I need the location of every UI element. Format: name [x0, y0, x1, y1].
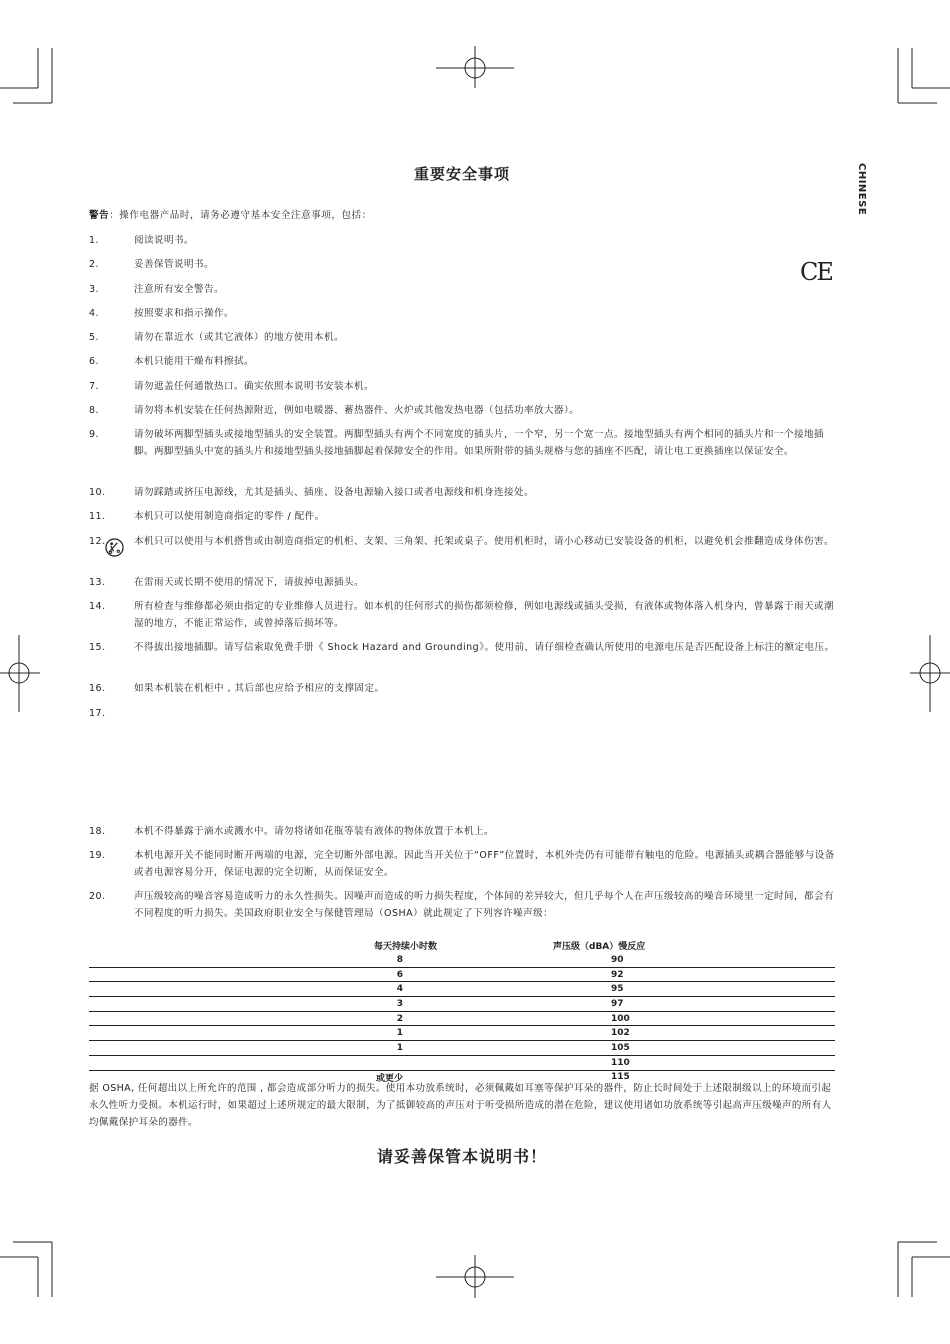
table-row — [89, 982, 835, 997]
cell-hours: 2 — [89, 1011, 603, 1026]
item-number: 16. — [89, 683, 106, 694]
warning-label: 警告 — [89, 210, 110, 221]
item-text: 本机只能用干燥布料擦拭。 — [134, 356, 255, 367]
cell-hours: 6 — [89, 967, 603, 982]
item-number: 8. — [89, 405, 100, 416]
page-title: 重要安全事项 — [413, 165, 510, 183]
table-header-row — [89, 938, 835, 953]
list-item — [89, 426, 835, 460]
item-number: 5. — [89, 332, 100, 343]
list-item — [89, 353, 835, 370]
item-text: 妥善保管说明书。 — [134, 259, 215, 270]
footer-reminder: 请妥善保管本说明书！ — [376, 1147, 547, 1166]
list-item — [89, 823, 835, 840]
cell-level: 105 — [603, 1041, 835, 1056]
cell-hours: 8 — [89, 953, 603, 967]
item-number: 3. — [89, 284, 100, 295]
list-item — [89, 378, 835, 395]
cell-hours: 4 — [89, 982, 603, 997]
item-text: 本机只可以使用与本机搭售或由制造商指定的机柜、支架、三角架、托架或桌子。使用机柜时，请小心移动已安装设备的机柜，以避免机会推翻造成身体伤害。 — [134, 536, 835, 547]
item-text: 请勿破坏两脚型插头或接地型插头的安全装置。两脚型插头有两个不同宽度的插头片，一个窄，另一个宽一点。接地型插头有两个相同的插头片和一个接地插脚。两脚型插头中宽的插头片和接地型插头接地插脚起着保障安全的作用。如果所附带的插头规格与您的插座不匹配，请让电工更换插座以保证安全。 — [134, 429, 825, 457]
column-header-hours: 每天持续小时数 — [373, 942, 437, 952]
list-item — [89, 402, 835, 419]
table-row — [89, 1055, 835, 1070]
list-item — [89, 639, 835, 656]
cell-level: 92 — [603, 967, 835, 982]
list-item — [89, 329, 835, 346]
cell-hours: 1 — [89, 1041, 603, 1056]
ce-mark-icon: CE — [800, 258, 832, 286]
cell-level: 110 — [603, 1055, 835, 1070]
cell-hours — [89, 1055, 603, 1070]
item-text: 本机不得暴露于滴水或溅水中。请勿将诸如花瓶等装有液体的物体放置于本机上。 — [134, 826, 495, 837]
item-number: 6. — [89, 356, 100, 367]
list-item — [89, 508, 835, 525]
cell-hours: 3 — [89, 997, 603, 1012]
item-text: 所有检查与维修都必须由指定的专业维修人员进行。如本机的任何形式的损伤都须检修，例如电源线或插头受损，有液体或物体落入机身内，曾暴露于雨天或潮湿的地方，不能正常运作，或曾掉落后损坏等。 — [134, 601, 835, 629]
table-row — [89, 997, 835, 1012]
table-row — [89, 953, 835, 967]
cell-level: 102 — [603, 1026, 835, 1041]
table-row — [89, 1011, 835, 1026]
item-number: 19. — [89, 850, 106, 861]
language-tab: CHINESE — [856, 163, 867, 216]
item-number: 18. — [89, 826, 106, 837]
list-item — [89, 680, 835, 697]
item-text: 本机电源开关不能同时断开两端的电源，完全切断外部电源。因此当开关位于“OFF”位置时，本机外壳仍有可能带有触电的危险。电源插头或耦合器能够与设备或者电源容易分开，保证电源的完全切断，从而保证安全。 — [134, 850, 835, 878]
item-text: 请勿将本机安装在任何热源附近，例如电暖器、蓄热器件、火炉或其他发热电器（包括功率放大器）。 — [134, 405, 580, 416]
noise-exposure-table — [89, 938, 835, 1084]
cell-hours: 或更少 — [375, 1073, 403, 1084]
item-text: 请勿遮盖任何通散热口。确实依照本说明书安装本机。 — [134, 381, 375, 392]
cell-level: 100 — [603, 1011, 835, 1026]
list-item — [89, 281, 835, 298]
item-number: 17. — [89, 708, 106, 719]
item-number: 4. — [89, 308, 100, 319]
list-item — [89, 232, 835, 249]
item-number: 1. — [89, 235, 100, 246]
cell-level: 95 — [603, 982, 835, 997]
item-text: 请勿在靠近水（或其它液体）的地方使用本机。 — [134, 332, 345, 343]
item-text: 声压级较高的噪音容易造成听力的永久性损失。因噪声而造成的听力损失程度，个体间的差异较大，但几乎每个人在声压级较高的噪音环境里一定时间，都会有不同程度的听力损失。美国政府职业安全与保健管理局（OSHA）就此规定了下列容许噪声级： — [134, 891, 835, 919]
list-item — [89, 888, 835, 922]
item-number: 14. — [89, 601, 106, 612]
item-number: 10. — [89, 487, 106, 498]
item-text: 本机只可以使用制造商指定的零件 / 配件。 — [134, 511, 325, 522]
column-header-level: 声压级（dBA）慢反应 — [553, 942, 646, 952]
cell-hours: 1 — [89, 1026, 603, 1041]
item-text: 请勿踩踏或挤压电源线，尤其是插头、插座、设备电源输入接口或者电源线和机身连接处。 — [134, 487, 535, 498]
item-text: 阅读说明书。 — [134, 235, 195, 246]
list-item — [89, 305, 835, 322]
item-text: 不得拔出接地插脚。请写信索取免费手册《 Shock Hazard and Grounding》。使用前，请仔细检查确认所使用的电源电压是否匹配设备上标注的额定电压。 — [134, 642, 835, 653]
table-row — [89, 967, 835, 982]
table-row — [89, 1026, 835, 1041]
item-number: 2. — [89, 259, 100, 270]
item-number: 20. — [89, 891, 106, 902]
cart-tip-over-warning-icon — [105, 538, 124, 557]
osha-note: 据 OSHA, 任何超出以上所允许的范围 , 都会造成部分听力的损失。使用本功放系统时，必须佩戴如耳塞等保护耳朵的器件，防止长时间处于上述限制级以上的环境而引起永久性听力受损。本机运行时，如果超过上述所规定的最大限制，为了抵御较高的声压对于听受损所造成的潜在危险，建议使用诸如功放系统等引起高声压级噪声的所有人均佩戴保护耳朵的器件。 — [89, 1083, 832, 1128]
item-number: 9. — [89, 429, 100, 440]
list-item — [89, 574, 835, 591]
cell-level: 90 — [603, 953, 835, 967]
item-number: 11. — [89, 511, 106, 522]
list-item — [89, 598, 835, 632]
cell-level: 97 — [603, 997, 835, 1012]
warning-text: ：操作电器产品时，请务必遵守基本安全注意事项，包括： — [109, 210, 372, 221]
cell-level: 115 — [611, 1072, 630, 1083]
list-item — [89, 256, 835, 273]
item-text: 如果本机装在机柜中 , 其后部也应给予相应的支撑固定。 — [134, 683, 385, 694]
item-number: 7. — [89, 381, 100, 392]
item-number: 13. — [89, 577, 106, 588]
item-number: 15. — [89, 642, 106, 653]
table-row — [89, 1041, 835, 1056]
warning-line — [89, 207, 372, 221]
item-text: 在雷雨天或长期不使用的情况下，请拔掉电源插头。 — [134, 577, 365, 588]
list-item — [89, 484, 835, 501]
item-text: 注意所有安全警告。 — [134, 284, 225, 295]
item-number: 12. — [89, 536, 106, 547]
item-text: 按照要求和指示操作。 — [134, 308, 235, 319]
list-item — [89, 533, 835, 550]
list-item — [89, 847, 835, 881]
